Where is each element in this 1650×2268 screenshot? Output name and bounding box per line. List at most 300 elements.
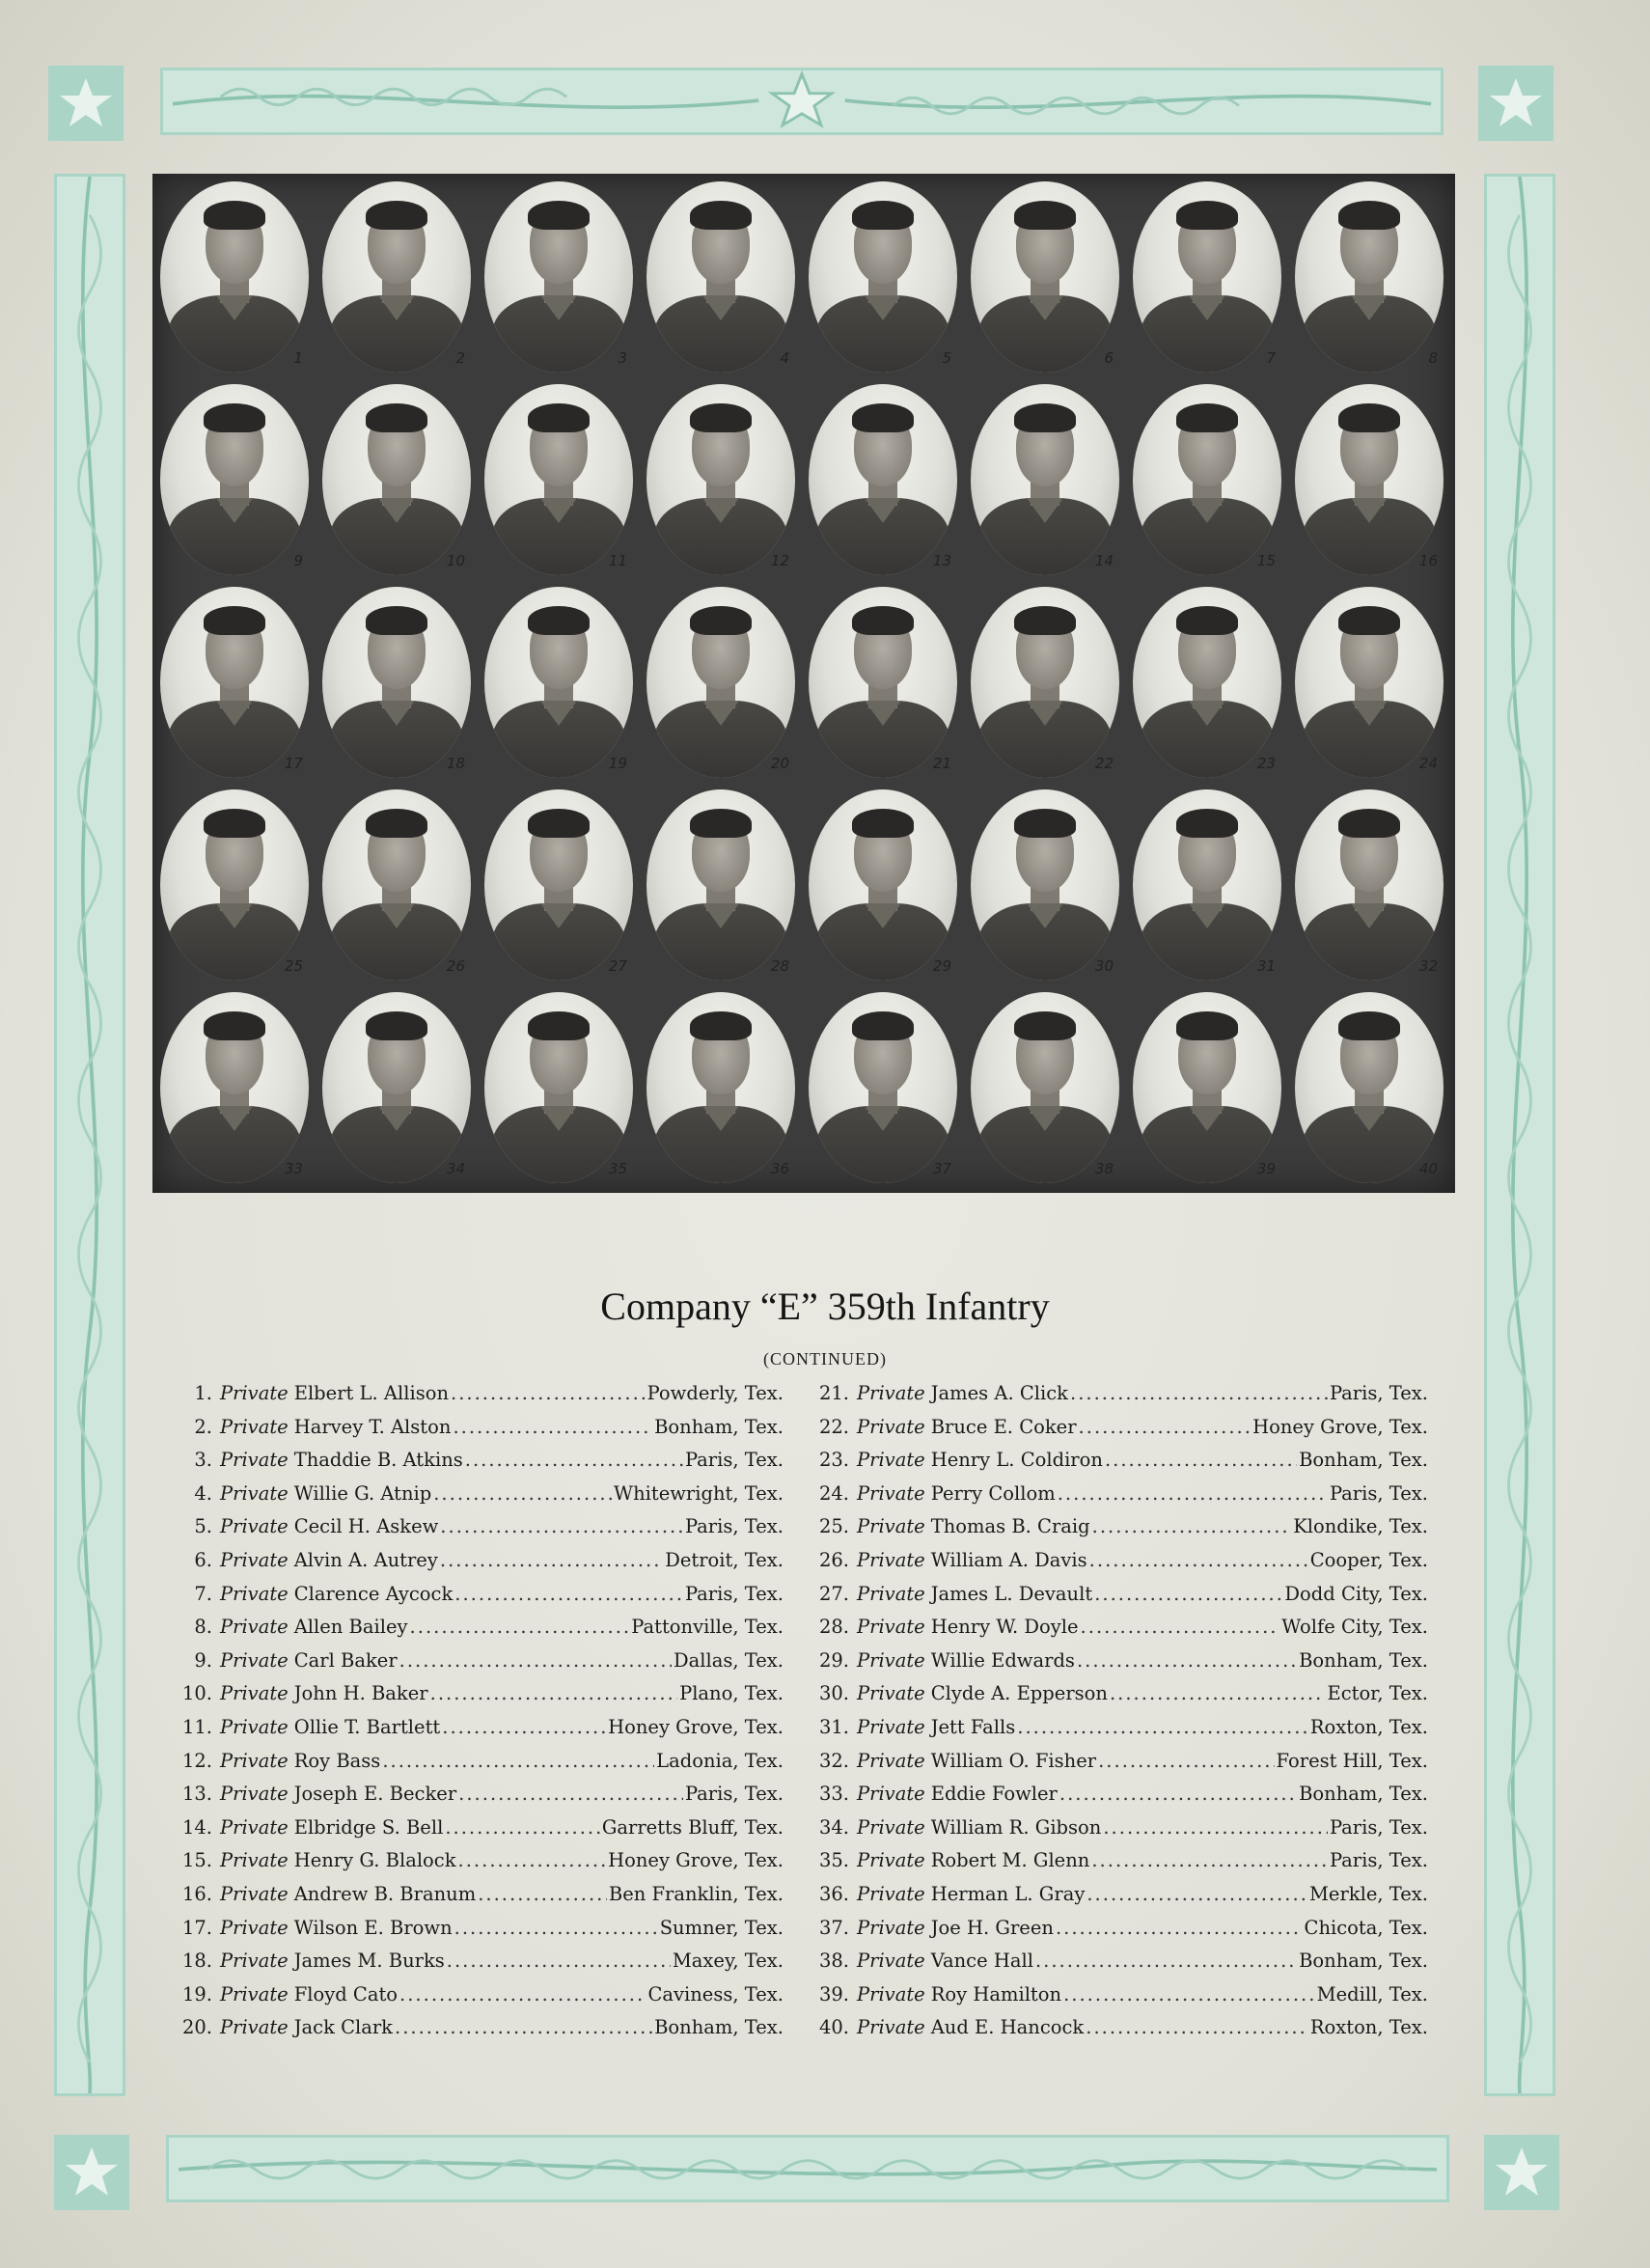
- roster-name: Willie Edwards: [930, 1648, 1075, 1672]
- star-icon: [57, 74, 115, 132]
- portrait-oval: [1295, 384, 1444, 575]
- roster-name: Robert M. Glenn: [930, 1849, 1090, 1872]
- portrait-number: 24: [1418, 755, 1438, 772]
- portrait-oval: [971, 587, 1119, 778]
- leader-dots: [1070, 1382, 1328, 1404]
- portrait-oval: [160, 789, 309, 981]
- roster-entry: [178, 1583, 784, 1617]
- roster-town: Dallas, Tex.: [674, 1648, 784, 1672]
- roster-entry: [814, 1750, 1428, 1784]
- portrait-number: 19: [608, 755, 627, 772]
- corner-star-top-right: [1478, 66, 1554, 141]
- corner-star-bottom-left: [54, 2135, 129, 2210]
- roster-entry: [814, 1482, 1428, 1516]
- portrait-photo: [1133, 181, 1281, 373]
- portrait-photo: [646, 587, 795, 778]
- roster-rank: Private: [857, 1415, 925, 1438]
- portrait-oval: [1133, 992, 1281, 1183]
- roster-number: 40.: [818, 2016, 849, 2039]
- page-subtitle: (CONTINUED): [763, 1349, 887, 1369]
- roster-name: James M. Burks: [293, 1950, 445, 1973]
- leader-dots: [1059, 1783, 1297, 1805]
- portrait-grid: [152, 174, 1455, 1193]
- leader-dots: [1105, 1449, 1297, 1471]
- portrait-photo: [809, 587, 957, 778]
- roster-town: Paris, Tex.: [684, 1582, 784, 1605]
- leader-dots: [458, 1849, 607, 1871]
- roster-number: 14.: [181, 1815, 212, 1839]
- roster-entry: [178, 1750, 784, 1784]
- leader-dots: [1063, 1983, 1315, 2005]
- roster-rank: Private: [857, 1916, 925, 1939]
- leader-dots: [1086, 2016, 1308, 2038]
- portrait-number: 18: [446, 755, 465, 772]
- roster-entry: [178, 1416, 784, 1450]
- roster-rank: Private: [857, 1515, 925, 1538]
- roster-number: 37.: [818, 1916, 849, 1939]
- roster-number: 28.: [818, 1616, 849, 1639]
- roster-town: Paris, Tex.: [684, 1449, 784, 1472]
- roster-rank: Private: [857, 2016, 925, 2039]
- roster-rank: Private: [857, 1815, 925, 1839]
- portrait-photo: [1133, 992, 1281, 1183]
- roster-name: Andrew B. Branum: [293, 1882, 477, 1905]
- portrait-oval: [322, 992, 471, 1183]
- roster-rank: Private: [857, 1648, 925, 1672]
- portrait-oval: [809, 992, 957, 1183]
- roster-name: Jack Clark: [293, 2016, 394, 2039]
- roster-number: 21.: [818, 1382, 849, 1404]
- portrait-photo: [646, 992, 795, 1183]
- roster-town: Roxton, Tex.: [1309, 2016, 1428, 2039]
- roster-name: William O. Fisher: [930, 1749, 1097, 1772]
- roster-town: Dodd City, Tex.: [1284, 1582, 1428, 1605]
- portrait-photo: [322, 384, 471, 575]
- roster-rank: Private: [220, 1783, 289, 1806]
- portrait-number: 2: [455, 349, 465, 367]
- portrait-photo: [1295, 181, 1444, 373]
- roster-town: Cooper, Tex.: [1309, 1548, 1428, 1571]
- roster-number: 29.: [818, 1648, 849, 1672]
- portrait-oval: [322, 181, 471, 373]
- roster-name: Cecil H. Askew: [293, 1515, 439, 1538]
- roster-town: Pattonville, Tex.: [631, 1616, 784, 1639]
- roster-town: Paris, Tex.: [684, 1515, 784, 1538]
- roster-town: Ladonia, Tex.: [656, 1749, 784, 1772]
- roster-name: Clarence Aycock: [293, 1582, 454, 1605]
- roster-town: Powderly, Tex.: [646, 1382, 784, 1404]
- leader-dots: [1035, 1950, 1297, 1972]
- portrait-number: 25: [284, 957, 303, 975]
- roster-number: 19.: [181, 1982, 212, 2005]
- roster-number: 17.: [181, 1916, 212, 1939]
- right-ornament-band: [1484, 174, 1555, 2096]
- roster-town: Roxton, Tex.: [1309, 1715, 1428, 1738]
- roster-entry: [814, 1382, 1428, 1416]
- portrait-oval: [971, 789, 1119, 981]
- leader-dots: [454, 1583, 683, 1605]
- portrait-oval: [160, 587, 309, 778]
- portrait-oval: [646, 384, 795, 575]
- leader-dots: [1092, 1515, 1292, 1537]
- portrait-number: 20: [770, 755, 789, 772]
- leader-dots: [382, 1750, 654, 1772]
- vine-ornament-icon: [57, 177, 123, 2093]
- leader-dots: [440, 1549, 663, 1571]
- roster-number: 10.: [181, 1682, 212, 1705]
- leader-dots: [447, 1950, 671, 1972]
- roster-entry: [178, 1616, 784, 1649]
- roster-entry: [814, 1416, 1428, 1450]
- portrait-photo: [971, 992, 1119, 1183]
- corner-star-top-left: [48, 66, 124, 141]
- roster-number: 2.: [194, 1415, 212, 1438]
- roster-number: 30.: [818, 1682, 849, 1705]
- roster-entry: [814, 1449, 1428, 1482]
- roster-town: Ector, Tex.: [1327, 1682, 1428, 1705]
- portrait-number: 26: [446, 957, 465, 975]
- portrait-photo: [1133, 384, 1281, 575]
- roster-entry: [814, 1616, 1428, 1649]
- roster-town: Honey Grove, Tex.: [608, 1849, 784, 1872]
- portrait-number: 3: [618, 349, 627, 367]
- portrait-photo: [809, 181, 957, 373]
- roster-column-right: [814, 1382, 1428, 2050]
- roster-number: 7.: [194, 1582, 212, 1605]
- portrait-oval: [646, 789, 795, 981]
- portrait-oval: [160, 384, 309, 575]
- roster-town: Bonham, Tex.: [1299, 1648, 1428, 1672]
- portrait-photo: [1295, 384, 1444, 575]
- roster-rank: Private: [220, 1382, 289, 1404]
- roster-number: 15.: [181, 1849, 212, 1872]
- roster-name: Henry L. Coldiron: [930, 1449, 1103, 1472]
- roster-entry: [178, 1816, 784, 1850]
- portrait-oval: [809, 789, 957, 981]
- leader-dots: [453, 1416, 652, 1438]
- leader-dots: [1086, 1883, 1307, 1905]
- portrait-number: 40: [1418, 1160, 1438, 1177]
- roster-rank: Private: [857, 1382, 925, 1404]
- portrait-oval: [971, 992, 1119, 1183]
- portrait-oval: [646, 992, 795, 1183]
- roster-number: 9.: [194, 1648, 212, 1672]
- roster-number: 5.: [194, 1515, 212, 1538]
- portrait-oval: [322, 587, 471, 778]
- roster-rank: Private: [857, 1715, 925, 1738]
- roster-entry: [178, 1449, 784, 1482]
- roster-town: Honey Grove, Tex.: [608, 1715, 784, 1738]
- portrait-photo: [160, 181, 309, 373]
- star-icon: [63, 2144, 121, 2201]
- roster-number: 13.: [181, 1783, 212, 1806]
- roster-town: Bonham, Tex.: [1299, 1950, 1428, 1973]
- roster-name: William R. Gibson: [930, 1815, 1102, 1839]
- leader-dots: [454, 1917, 658, 1939]
- roster-town: Paris, Tex.: [1329, 1481, 1428, 1505]
- portrait-photo: [484, 587, 633, 778]
- roster-town: Merkle, Tex.: [1308, 1882, 1428, 1905]
- roster-rank: Private: [857, 1682, 925, 1705]
- roster-name: Clyde A. Epperson: [930, 1682, 1108, 1705]
- portrait-number: 38: [1094, 1160, 1114, 1177]
- portrait-number: 10: [446, 552, 465, 569]
- portrait-photo: [484, 789, 633, 981]
- roster-name: Jett Falls: [930, 1715, 1016, 1738]
- roster-name: William A. Davis: [930, 1548, 1087, 1571]
- roster-number: 27.: [818, 1582, 849, 1605]
- roster-number: 35.: [818, 1849, 849, 1872]
- portrait-oval: [1295, 181, 1444, 373]
- portrait-oval: [1295, 587, 1444, 778]
- roster-entry: [178, 1515, 784, 1549]
- portrait-number: 33: [284, 1160, 303, 1177]
- roster-entry: [814, 1583, 1428, 1617]
- portrait-photo: [322, 181, 471, 373]
- roster-rank: Private: [857, 1449, 925, 1472]
- portrait-oval: [484, 587, 633, 778]
- roster-number: 33.: [818, 1783, 849, 1806]
- roster-entry: [178, 1682, 784, 1716]
- portrait-photo: [160, 587, 309, 778]
- roster-name: John H. Baker: [293, 1682, 428, 1705]
- portrait-number: 31: [1256, 957, 1276, 975]
- roster-number: 34.: [818, 1815, 849, 1839]
- roster-entry: [178, 1482, 784, 1516]
- roster-entry: [814, 1515, 1428, 1549]
- roster-rank: Private: [857, 1849, 925, 1872]
- roster-town: Whitewright, Tex.: [614, 1481, 784, 1505]
- leader-dots: [395, 2016, 652, 2038]
- portrait-photo: [160, 789, 309, 981]
- roster-entry: [814, 1783, 1428, 1816]
- portrait-oval: [1133, 181, 1281, 373]
- portrait-oval: [809, 181, 957, 373]
- leader-dots: [399, 1983, 646, 2005]
- roster-number: 12.: [181, 1749, 212, 1772]
- roster-entry: [178, 1983, 784, 2017]
- portrait-oval: [160, 181, 309, 373]
- roster-number: 11.: [181, 1715, 212, 1738]
- roster-entry: [178, 1549, 784, 1583]
- roster-name: Roy Hamilton: [930, 1982, 1062, 2005]
- leader-dots: [478, 1883, 607, 1905]
- roster-number: 24.: [818, 1481, 849, 1505]
- roster-entry: [814, 1649, 1428, 1683]
- roster-name: Willie G. Atnip: [293, 1481, 432, 1505]
- roster-number: 23.: [818, 1449, 849, 1472]
- portrait-photo: [1133, 789, 1281, 981]
- portrait-oval: [484, 992, 633, 1183]
- portrait-number: 37: [932, 1160, 951, 1177]
- roster-name: Herman L. Gray: [930, 1882, 1086, 1905]
- roster-number: 22.: [818, 1415, 849, 1438]
- portrait-number: 32: [1418, 957, 1438, 975]
- roster-rank: Private: [857, 1783, 925, 1806]
- roster-entry: [814, 1816, 1428, 1850]
- roster-name: Perry Collom: [930, 1481, 1056, 1505]
- roster-entry: [814, 1716, 1428, 1750]
- portrait-photo: [1295, 992, 1444, 1183]
- portrait-number: 13: [932, 552, 951, 569]
- roster-number: 16.: [181, 1882, 212, 1905]
- portrait-photo: [971, 587, 1119, 778]
- roster-rank: Private: [220, 1950, 289, 1973]
- roster-name: Vance Hall: [930, 1950, 1033, 1973]
- portrait-photo: [160, 384, 309, 575]
- roster-entry: [178, 1783, 784, 1816]
- leader-dots: [410, 1616, 630, 1638]
- portrait-photo: [322, 587, 471, 778]
- roster-name: Floyd Cato: [293, 1982, 399, 2005]
- roster-town: Paris, Tex.: [1329, 1849, 1428, 1872]
- portrait-number: 29: [932, 957, 951, 975]
- portrait-number: 12: [770, 552, 789, 569]
- roster-rank: Private: [857, 1481, 925, 1505]
- portrait-photo: [1295, 789, 1444, 981]
- portrait-number: 16: [1418, 552, 1438, 569]
- portrait-oval: [1295, 992, 1444, 1183]
- portrait-oval: [322, 384, 471, 575]
- portrait-number: 21: [932, 755, 951, 772]
- portrait-oval: [646, 181, 795, 373]
- roster-entry: [178, 1649, 784, 1683]
- portrait-oval: [971, 384, 1119, 575]
- roster-name: Harvey T. Alston: [293, 1415, 452, 1438]
- roster-rank: Private: [220, 1449, 289, 1472]
- leader-dots: [399, 1649, 672, 1672]
- roster-rank: Private: [220, 1648, 289, 1672]
- portrait-number: 8: [1428, 349, 1438, 367]
- roster-town: Sumner, Tex.: [659, 1916, 784, 1939]
- roster-town: Maxey, Tex.: [672, 1950, 784, 1973]
- roster-entry: [178, 1917, 784, 1950]
- roster-number: 18.: [181, 1950, 212, 1973]
- portrait-photo: [1133, 587, 1281, 778]
- roster-entry: [178, 2016, 784, 2050]
- leader-dots: [1079, 1416, 1251, 1438]
- portrait-number: 6: [1104, 349, 1114, 367]
- leader-dots: [1017, 1716, 1308, 1738]
- portrait-photo: [484, 181, 633, 373]
- roster-town: Paris, Tex.: [1329, 1382, 1428, 1404]
- roster-name: James L. Devault: [930, 1582, 1093, 1605]
- roster-rank: Private: [220, 1916, 289, 1939]
- roster-town: Caviness, Tex.: [647, 1982, 784, 2005]
- leader-dots: [1058, 1482, 1328, 1505]
- portrait-number: 1: [293, 349, 303, 367]
- leader-dots: [458, 1783, 683, 1805]
- roster-name: Henry W. Doyle: [930, 1616, 1079, 1639]
- portrait-number: 15: [1256, 552, 1276, 569]
- roster-rank: Private: [220, 1481, 289, 1505]
- roster-entry: [178, 1883, 784, 1917]
- leader-dots: [1056, 1917, 1303, 1939]
- leader-dots: [433, 1482, 612, 1505]
- roster-entry: [814, 1950, 1428, 1983]
- roster-number: 39.: [818, 1982, 849, 2005]
- portrait-photo: [646, 384, 795, 575]
- roster-rank: Private: [857, 1616, 925, 1639]
- roster-column-left: [178, 1382, 784, 2050]
- roster-number: 31.: [818, 1715, 849, 1738]
- roster-town: Paris, Tex.: [1329, 1815, 1428, 1839]
- roster-rank: Private: [857, 1882, 925, 1905]
- star-icon: [1493, 2144, 1551, 2201]
- portrait-oval: [646, 587, 795, 778]
- laurel-ornament-icon: [169, 2138, 1446, 2199]
- portrait-oval: [809, 587, 957, 778]
- roster-name: Joe H. Green: [930, 1916, 1054, 1939]
- portrait-number: 22: [1094, 755, 1114, 772]
- portrait-oval: [484, 181, 633, 373]
- roster-name: Thaddie B. Atkins: [293, 1449, 463, 1472]
- portrait-photo: [809, 992, 957, 1183]
- portrait-photo: [484, 992, 633, 1183]
- bottom-ornament-band: [166, 2135, 1449, 2202]
- roster-rank: Private: [220, 1682, 289, 1705]
- portrait-oval: [809, 384, 957, 575]
- roster-entry: [814, 2016, 1428, 2050]
- leader-dots: [1089, 1549, 1308, 1571]
- portrait-photo: [971, 384, 1119, 575]
- portrait-number: 4: [780, 349, 789, 367]
- portrait-oval: [971, 181, 1119, 373]
- corner-star-bottom-right: [1484, 2135, 1559, 2210]
- roster-name: Joseph E. Becker: [293, 1783, 457, 1806]
- leader-dots: [1081, 1616, 1280, 1638]
- roster-number: 25.: [818, 1515, 849, 1538]
- portrait-oval: [160, 992, 309, 1183]
- roster-rank: Private: [857, 1982, 925, 2005]
- roster-name: Aud E. Hancock: [930, 2016, 1085, 2039]
- roster-rank: Private: [220, 1815, 289, 1839]
- roster-rank: Private: [220, 1582, 289, 1605]
- roster-town: Ben Franklin, Tex.: [608, 1882, 784, 1905]
- roster-town: Chicota, Tex.: [1304, 1916, 1428, 1939]
- roster-entry: [814, 1983, 1428, 2017]
- roster-rank: Private: [220, 1415, 289, 1438]
- roster-entry: [814, 1883, 1428, 1917]
- roster-number: 1.: [194, 1382, 212, 1404]
- portrait-oval: [1295, 789, 1444, 981]
- leader-dots: [440, 1515, 683, 1537]
- portrait-photo: [646, 789, 795, 981]
- leader-dots: [445, 1816, 599, 1839]
- roster-entry: [178, 1950, 784, 1983]
- portrait-number: 7: [1266, 349, 1276, 367]
- roster-town: Forest Hill, Tex.: [1276, 1749, 1428, 1772]
- roster-town: Garretts Bluff, Tex.: [601, 1815, 784, 1839]
- roster-rank: Private: [220, 1548, 289, 1571]
- roster-town: Bonham, Tex.: [654, 1415, 784, 1438]
- roster-town: Bonham, Tex.: [1299, 1783, 1428, 1806]
- roster-name: Wilson E. Brown: [293, 1916, 453, 1939]
- leader-dots: [1077, 1649, 1297, 1672]
- roster-rank: Private: [857, 1548, 925, 1571]
- leader-dots: [465, 1449, 683, 1471]
- portrait-photo: [160, 992, 309, 1183]
- roster-name: Ollie T. Bartlett: [293, 1715, 441, 1738]
- roster-town: Medill, Tex.: [1316, 1982, 1428, 2005]
- roster-rank: Private: [220, 1882, 289, 1905]
- leader-dots: [1103, 1816, 1328, 1839]
- roster-town: Wolfe City, Tex.: [1281, 1616, 1428, 1639]
- portrait-number: 36: [770, 1160, 789, 1177]
- roster-number: 4.: [194, 1481, 212, 1505]
- laurel-ornament-icon: [163, 70, 1441, 132]
- portrait-number: 17: [284, 755, 303, 772]
